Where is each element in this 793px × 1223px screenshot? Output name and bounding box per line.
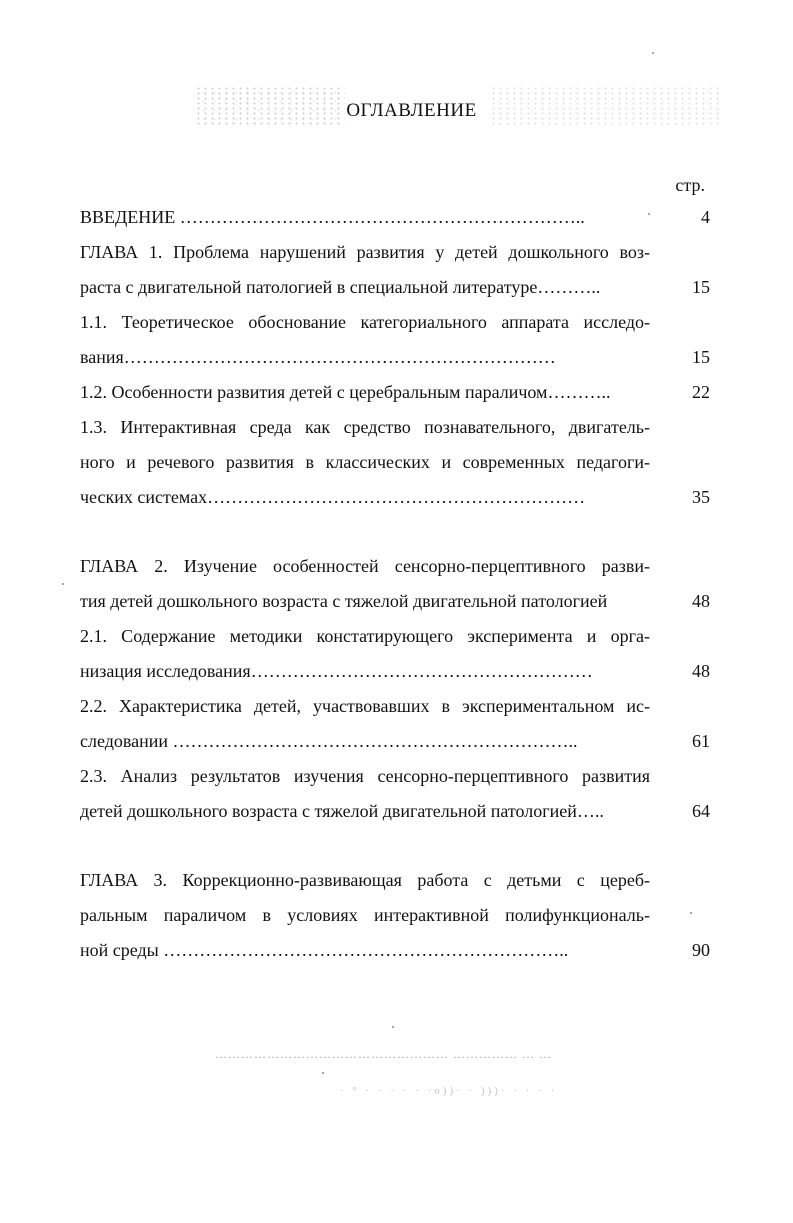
toc-entry-page-number: 4 <box>701 207 710 227</box>
toc-entry-page-number: 64 <box>692 801 710 821</box>
toc-entry-section-2-1 <box>80 619 710 689</box>
toc-entry-page-number: 15 <box>692 347 710 367</box>
toc-entry-line: 2.2. Характеристика детей, участвовавших в экспериментальном ис- <box>80 696 650 716</box>
toc-entry-section-1-2 <box>80 375 710 410</box>
toc-entry-introduction <box>80 200 710 235</box>
toc-entry-page-number: 15 <box>692 277 710 297</box>
table-of-contents <box>80 200 710 968</box>
toc-entry-line: низация исследования………………………………………………… <box>80 661 593 681</box>
toc-entry-page-number: 35 <box>692 487 710 507</box>
toc-entry-section-1-3 <box>80 410 710 515</box>
toc-entry-line: ГЛАВА 1. Проблема нарушений развития у детей дошкольного воз- <box>80 242 650 262</box>
toc-entry-page-number: 61 <box>692 731 710 751</box>
toc-entry-line: 1.3. Интерактивная среда как средство познавательного, двигатель- <box>80 417 650 437</box>
scan-speck <box>392 1026 394 1028</box>
toc-entry-chapter-3 <box>80 863 710 968</box>
section-gap <box>80 829 710 863</box>
toc-entry-line: ной среды ………………………………………………………….. <box>80 940 569 960</box>
scan-speck <box>652 52 654 54</box>
scan-speck <box>690 912 692 914</box>
toc-entry-line: ВВЕДЕНИЕ ………………………………………………………….. <box>80 207 585 227</box>
toc-entry-line: тия детей дошкольного возраста с тяжелой двигательной патологией <box>80 591 608 611</box>
scan-speck <box>62 583 64 585</box>
toc-entry-line: 2.1. Содержание методики констатирующего эксперимента и орга- <box>80 626 650 646</box>
toc-entry-line: детей дошкольного возраста с тяжелой двигательной патологией….. <box>80 801 604 821</box>
toc-entry-line: раста с двигательной патологией в специальной литературе……….. <box>80 277 601 297</box>
toc-entry-line: ральным параличом в условиях интерактивной полифункциональ- <box>80 905 650 925</box>
toc-entry-line: 1.1. Теоретическое обоснование категориального аппарата исследо- <box>80 312 650 332</box>
toc-entry-section-2-2 <box>80 689 710 759</box>
toc-entry-line: следовании ………………………………………………………….. <box>80 731 578 751</box>
page-column-label: стр. <box>675 175 705 195</box>
toc-entry-line: 1.2. Особенности развития детей с церебральным параличом……….. <box>80 382 611 402</box>
toc-entry-page-number: 90 <box>692 940 710 960</box>
toc-entry-line: вания……………………………………………………………… <box>80 347 556 367</box>
toc-entry-page-number: 48 <box>692 661 710 681</box>
faint-footer-dots: ……………………………………………… …………… … … <box>215 1047 552 1061</box>
toc-entry-chapter-1 <box>80 235 710 305</box>
toc-entry-chapter-2 <box>80 549 710 619</box>
toc-entry-line: ГЛАВА 2. Изучение особенностей сенсорно-перцептивного разви- <box>80 556 650 576</box>
toc-entry-section-2-3 <box>80 759 710 829</box>
toc-entry-page-number: 22 <box>692 382 710 402</box>
toc-entry-line: ного и речевого развития в классических и современных педагоги- <box>80 452 650 472</box>
toc-entry-line: ГЛАВА 3. Коррекционно-развивающая работа с детьми с цереб- <box>80 870 650 890</box>
scan-speck <box>322 1072 324 1074</box>
toc-entry-page-number: 48 <box>692 591 710 611</box>
section-gap <box>80 515 710 549</box>
toc-entry-section-1-1 <box>80 305 710 375</box>
toc-entry-line: ческих системах……………………………………………………… <box>80 487 586 507</box>
page-title: ОГЛАВЛЕНИЕ <box>346 100 477 121</box>
scan-speck <box>648 213 650 215</box>
faint-footer-text: · ° · · · · · ·о))· · )))· · · · · <box>340 1085 558 1097</box>
toc-entry-line: 2.3. Анализ результатов изучения сенсорно-перцептивного развития <box>80 766 650 786</box>
